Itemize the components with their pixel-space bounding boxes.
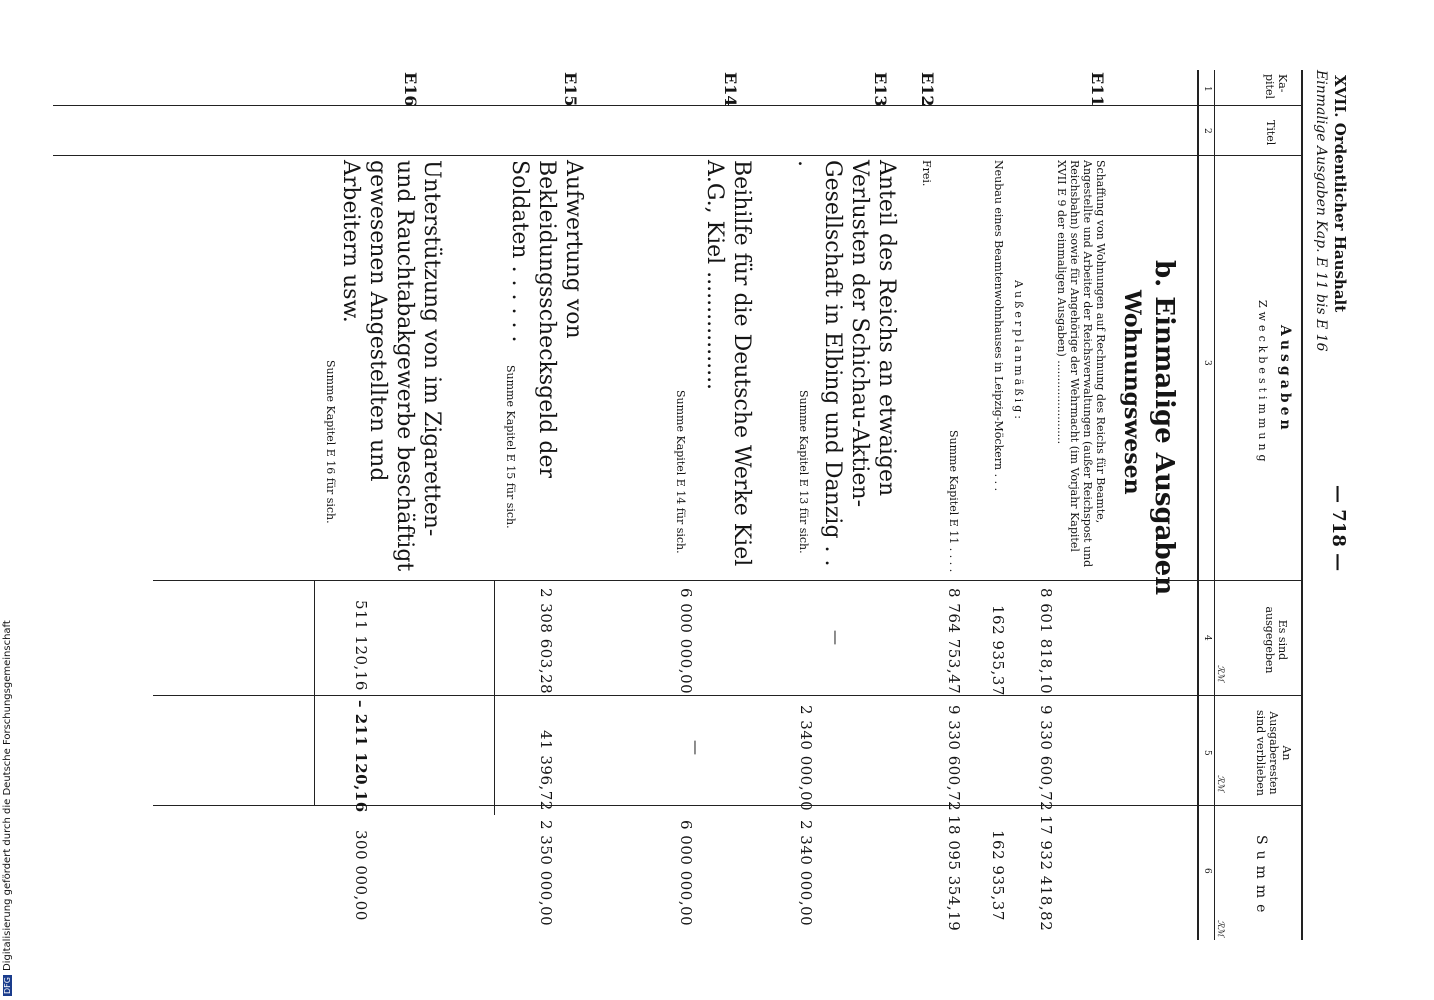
section-heading: b. Einmalige Ausgaben [1149,260,1179,596]
rule-head-a [1214,70,1215,940]
unit-rm-4: ℛℳ [1215,665,1225,682]
unit-rm-5: ℛℳ [1215,775,1225,792]
col-line-5 [153,805,1303,806]
rule-top [1301,70,1303,940]
row-ausserplan-summe: 162 935,37 [989,830,1007,921]
col-head-ausgegeben: Es sind ausgegeben [1263,606,1289,674]
row-summe-e11-summe: 18 095 354,19 [945,815,963,932]
col-head-kapitel: Ka- pitel [1263,74,1289,100]
col-line-1 [53,105,1303,106]
kapitel-e13: E13 [871,72,890,107]
kapitel-e14: E14 [721,72,740,107]
col-head-reste: An Ausgaberesten sind verblieben [1254,710,1293,796]
col-head-titel: Titel [1264,120,1277,146]
col-num-1: 1 [1202,86,1212,92]
row-e14-summe: 6 000 000,00 [677,820,695,927]
digitization-credit [2,600,18,996]
section-subheading: Wohnungswesen [1119,290,1145,495]
row-e13-ausgegeben: — [827,630,845,646]
row-e11-reste: 9 330 600,72 [1037,705,1055,812]
col-num-2: 2 [1202,128,1212,134]
row-e14-sum: Summe Kapitel E 14 für sich. [674,390,687,554]
col-num-5: 5 [1202,750,1212,756]
rotated-table-sheet [85,60,1355,940]
row-e16-ausgegeben: 511 120,16 [352,600,370,691]
row-ausserplan-ausgegeben: 162 935,37 [989,605,1007,696]
row-e13-sum: Summe Kapitel E 13 für sich. [797,390,810,554]
col-num-4: 4 [1202,635,1212,641]
page-subtitle: Einmalige Ausgaben Kap. E 11 bis E 16 [1313,70,1329,352]
row-e16-sum: Summe Kapitel E 16 für sich. [324,360,337,524]
row-summe-e11-reste: 9 330 600,72 [945,705,963,812]
col-head-summe: Summe [1253,835,1269,919]
kapitel-e15: E15 [561,72,580,107]
row-e13-reste: 2 340 000,00 [797,705,815,812]
row-e15-text: Aufwertung von Bekleidungsschecksgeld der Soldaten . . . . . . [507,160,586,478]
col-num-3: 3 [1202,360,1212,366]
col-line-3 [153,580,1303,581]
unit-rm-6: ℛℳ [1215,920,1225,937]
rule-bottom-left [314,580,315,805]
row-e11-text: Schaffung von Wohnungen auf Rechnung des Reichs für Beamte, Angestellte und Arbeiter der Reichsverwaltungen (außer Reichspost und Reichsbahn) sowie für Angehörige der Wehrmacht (im Vorjahr Kapitel XVII E 9 der einmaligen Ausgaben) ........................ [1055,160,1107,568]
digitization-text: Digitalisierung gefördert durch die Deutsche Forschungsgemeinschaft [2,620,13,972]
kapitel-e12: E12 [918,72,937,107]
row-e14-reste: — [687,740,705,756]
dfg-logo: DFG [3,977,12,994]
row-e16-summe: 300 000,00 [352,830,370,921]
row-e13-text: Anteil des Reichs an etwaigen Verlusten der Schichau-Aktien-Gesellschaft in Elbing und Danzig . . . [793,160,899,567]
row-e13-summe: 2 340 000,00 [797,820,815,927]
row-e15-ausgegeben: 2 308 603,28 [537,588,555,695]
row-e16-reste: – 211 120,16 [352,700,370,813]
kapitel-e11: E11 [1088,72,1107,107]
row-e11-ausgegeben: 8 601 818,10 [1037,588,1055,695]
col-num-6: 6 [1202,868,1212,874]
row-ausserplan-text: Neubau eines Beamtenwohnhauses in Leipzig-Möckern . . . [992,160,1005,492]
row-e12-text: Frei. [920,160,933,187]
kapitel-e16: E16 [401,72,420,107]
page-title: XVII. Ordentlicher Haushalt [1331,75,1349,313]
row-ausserplan-label: Außerplanmäßig: [1012,280,1025,422]
row-summe-e11-text: Summe Kapitel E 11 . . . . [947,430,960,573]
row-e15-summe: 2 350 000,00 [537,820,555,927]
row-e11-summe: 17 932 418,82 [1037,815,1055,932]
col-line-2 [53,155,1303,156]
page-number: — 718 — [1328,485,1349,572]
row-summe-e11-ausgegeben: 8 764 753,47 [945,588,963,695]
col-head-zweck: Zweckbestimmung [1256,300,1269,466]
row-e14-text: Beihilfe für die Deutsche Werke Kiel A.G., Kiel ................. [702,160,754,567]
row-e14-ausgegeben: 6 000 000,00 [677,588,695,695]
row-e15-sum: Summe Kapitel E 15 für sich. [504,365,517,529]
rule-e15-bottom [494,580,495,815]
col-head-ausgaben: Ausgaben [1277,325,1293,434]
row-e16-text: Unterstützung von im Zigaretten- und Rauchtabakgewerbe beschäftigt gewesenen Angestellten und Arbeitern usw. [338,160,444,572]
rule-head-b [1197,70,1199,940]
row-e15-reste: 41 396,72 [537,730,555,811]
col-line-4 [153,695,1303,696]
